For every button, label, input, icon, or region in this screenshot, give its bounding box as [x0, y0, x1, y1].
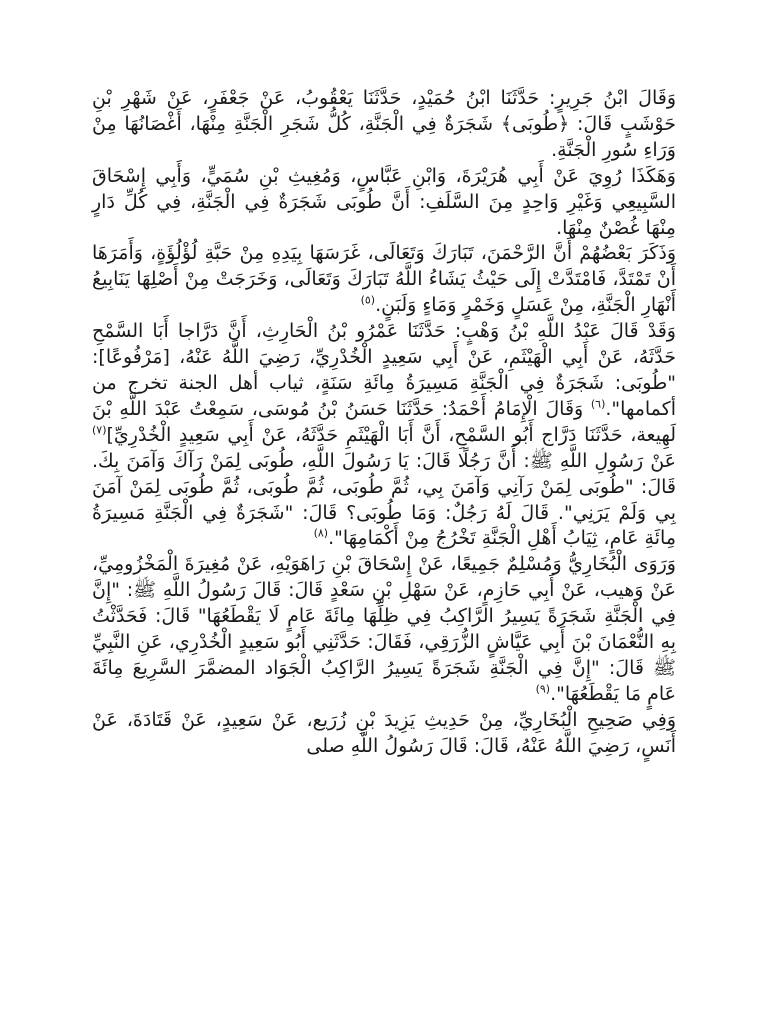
footnote-marker: (٧) [92, 423, 107, 437]
footnote-marker: (٩) [535, 682, 551, 696]
document-page [92, 86, 676, 760]
footnote-marker: (٦) [590, 397, 606, 411]
paragraph-text: وَذَكَرَ بَعْضُهُمْ أَنَّ الرَّحْمَنَ، تَبَارَكَ وَتَعَالَى، غَرَسَهَا بِيَدِهِ مِنْ حَبَّةِ لُؤْلُؤَةٍ، وَأَمَرَهَا أَنْ تَمْتَدَّ، فَامْتَدَّتْ إِلَى حَيْثُ يَشَاءُ اللَّهُ تَبَارَكَ وَتَعَالَى، وَخَرَجَتْ مِنْ أَصْلِهَا يَنَابِيعُ أَنْهَارِ الْجَنَّةِ، مِنْ عَسَلٍ وَخَمْرٍ وَمَاءٍ وَلَبَنٍ. [92, 242, 676, 317]
paragraph-text: وَقَدْ قَالَ عَبْدُ اللَّهِ بْنُ وَهْبٍ: حَدَّثَنَا عَمْرُو بْنُ الْحَارِثِ، أَنَّ دَرَّاجا أَبَا السَّمْحِ حَدَّثَهُ، عَنْ أَبِي الْهَيْثَمِ، عَنْ أَبِي سَعِيدٍ الْخُدْرِيِّ، رَضِيَ اللَّهُ عَنْهُ، [مَرْفُوعًا]: "طُوبَى: شَجَرَةٌ فِي الْجَنَّةِ مَسِيرَةُ مِائَةِ سَنَةٍ، ثياب أهل الجنة تخرج من أكمامها". [92, 320, 676, 420]
paragraph-narrators [92, 164, 676, 242]
paragraph-sahih-bukhari [92, 708, 676, 760]
paragraph-planting [92, 241, 676, 319]
footnote-marker: (٨) [313, 527, 329, 541]
paragraph-text-continuation: عَنْ رَسُولِ اللَّهِ ﷺ: أَنَّ رَجُلًا قَالَ: يَا رَسُولَ اللَّهِ، طُوبَى لِمَنْ رَآكَ وَآمَنَ بِكَ. قَالَ: "طُوبَى لِمَنْ رَآنِي وَآمَنَ بِي، ثُمَّ طُوبَى، ثُمَّ طُوبَى، ثُمَّ طُوبَى لِمَنْ آمَنَ بِي وَلَمْ يَرَنِي". قَالَ لَهُ رَجُلٌ: وَمَا طُوبَى؟ قَالَ: "شَجَرَةٌ فِي الْجَنَّةِ مَسِيرَةُ مِائَةِ عَامٍ، ثِيَابُ أَهْلِ الْجَنَّةِ تَخْرُجُ مِنْ أَكْمَامِهَا". [92, 449, 676, 550]
paragraph-text-continuation: وَقَالَ الْإِمَامُ أَحْمَدُ: حَدَّثَنَا حَسَنُ بْنُ مُوسَى، سَمِعْتُ عَبْدَ اللَّهِ بْنَ لَهِيعة، حَدَّثَنَا دَرَّاج أَبُو السَّمْحِ، أَنَّ أَبَا الْهَيْثَمِ حَدَّثَهُ، عَنْ أَبِي سَعِيدٍ الْخُدْرِيِّ] [92, 397, 676, 446]
paragraph-text: وَفِي صَحِيحِ الْبُخَارِيِّ، مِنْ حَدِيثِ يَزِيدَ بْنِ زُرَيع، عَنْ سَعِيدٍ، عَنْ قَتَادَةَ، عَنْ أَنَسٍ، رَضِيَ اللَّهُ عَنْهُ، قَالَ: قَالَ رَسُولُ اللَّهِ صلى [92, 708, 676, 757]
footnote-marker: (٥) [360, 293, 376, 307]
paragraph-text: وَقَالَ ابْنُ جَرِيرٍ: حَدَّثَنَا ابْنُ حُمَيْدٍ، حَدَّثَنَا يَعْقُوبُ، عَنْ جَعْفَرٍ، عَنْ شَهْرِ بْنِ حَوْشَبٍ قَالَ: ﴿طُوبَى﴾ شَجَرَةٌ فِي الْجَنَّةِ، كُلُّ شَجَرِ الْجَنَّةِ مِنْهَا، أَغْصَانُهَا مِنْ وَرَاءِ سُورِ الْجَنَّةِ. [92, 87, 676, 161]
paragraph-ibn-wahb [92, 319, 676, 552]
paragraph-text: وَهَكَذَا رُوِيَ عَنْ أَبِي هُرَيْرَةَ، وَابْنِ عَبَّاسٍ، وَمُغِيثِ بْنِ سُمَيٍّ، وَأَبِي إِسْحَاقَ السَّبِيعِي وَغَيْرِ وَاحِدٍ مِنَ السَّلَفِ: أَنَّ طُوبَى شَجَرَةٌ فِي الْجَنَّةِ، فِي كُلِّ دَارٍ مِنْهَا غُصْنٌ مِنْهَا. [92, 164, 676, 239]
paragraph-ibn-jarir [92, 86, 676, 164]
paragraph-bukhari-muslim [92, 552, 676, 707]
paragraph-text: وَرَوَى الْبُخَارِيُّ وَمُسْلِمٌ جَمِيعًا، عَنْ إِسْحَاقَ بْنِ رَاهَوَيْهِ، عَنْ مُغِيرَةَ الْمَخْزُومِيِّ، عَنْ وَهيب، عَنْ أَبِي حَازِمٍ، عَنْ سَهْلِ بْنِ سَعْدٍ قَالَ: قَالَ رَسُولُ اللَّهِ ﷺ: "إِنَّ فِي الْجَنَّةِ شَجَرَةً يَسِيرُ الرَّاكِبُ فِي ظِلِّهَا مِائَةَ عَامٍ لَا يَقْطَعُهَا" قَالَ: فَحَدَّثْتُ بِهِ النُّعْمَانَ بْنَ أَبِي عَيَّاشٍ الزُّرَقِي، فَقَالَ: حَدَّثَنِي أَبُو سَعِيدٍ الْخُدْرِي، عَنِ النَّبِيِّ ﷺ قَالَ: "إِنَّ فِي الْجَنَّةِ شَجَرَةً يَسِيرُ الرَّاكِبُ الْجَوَاد المضمَّرَ السَّرِيعَ مِائَةَ عَامٍ مَا يَقْطَعُهَا". [92, 553, 676, 705]
